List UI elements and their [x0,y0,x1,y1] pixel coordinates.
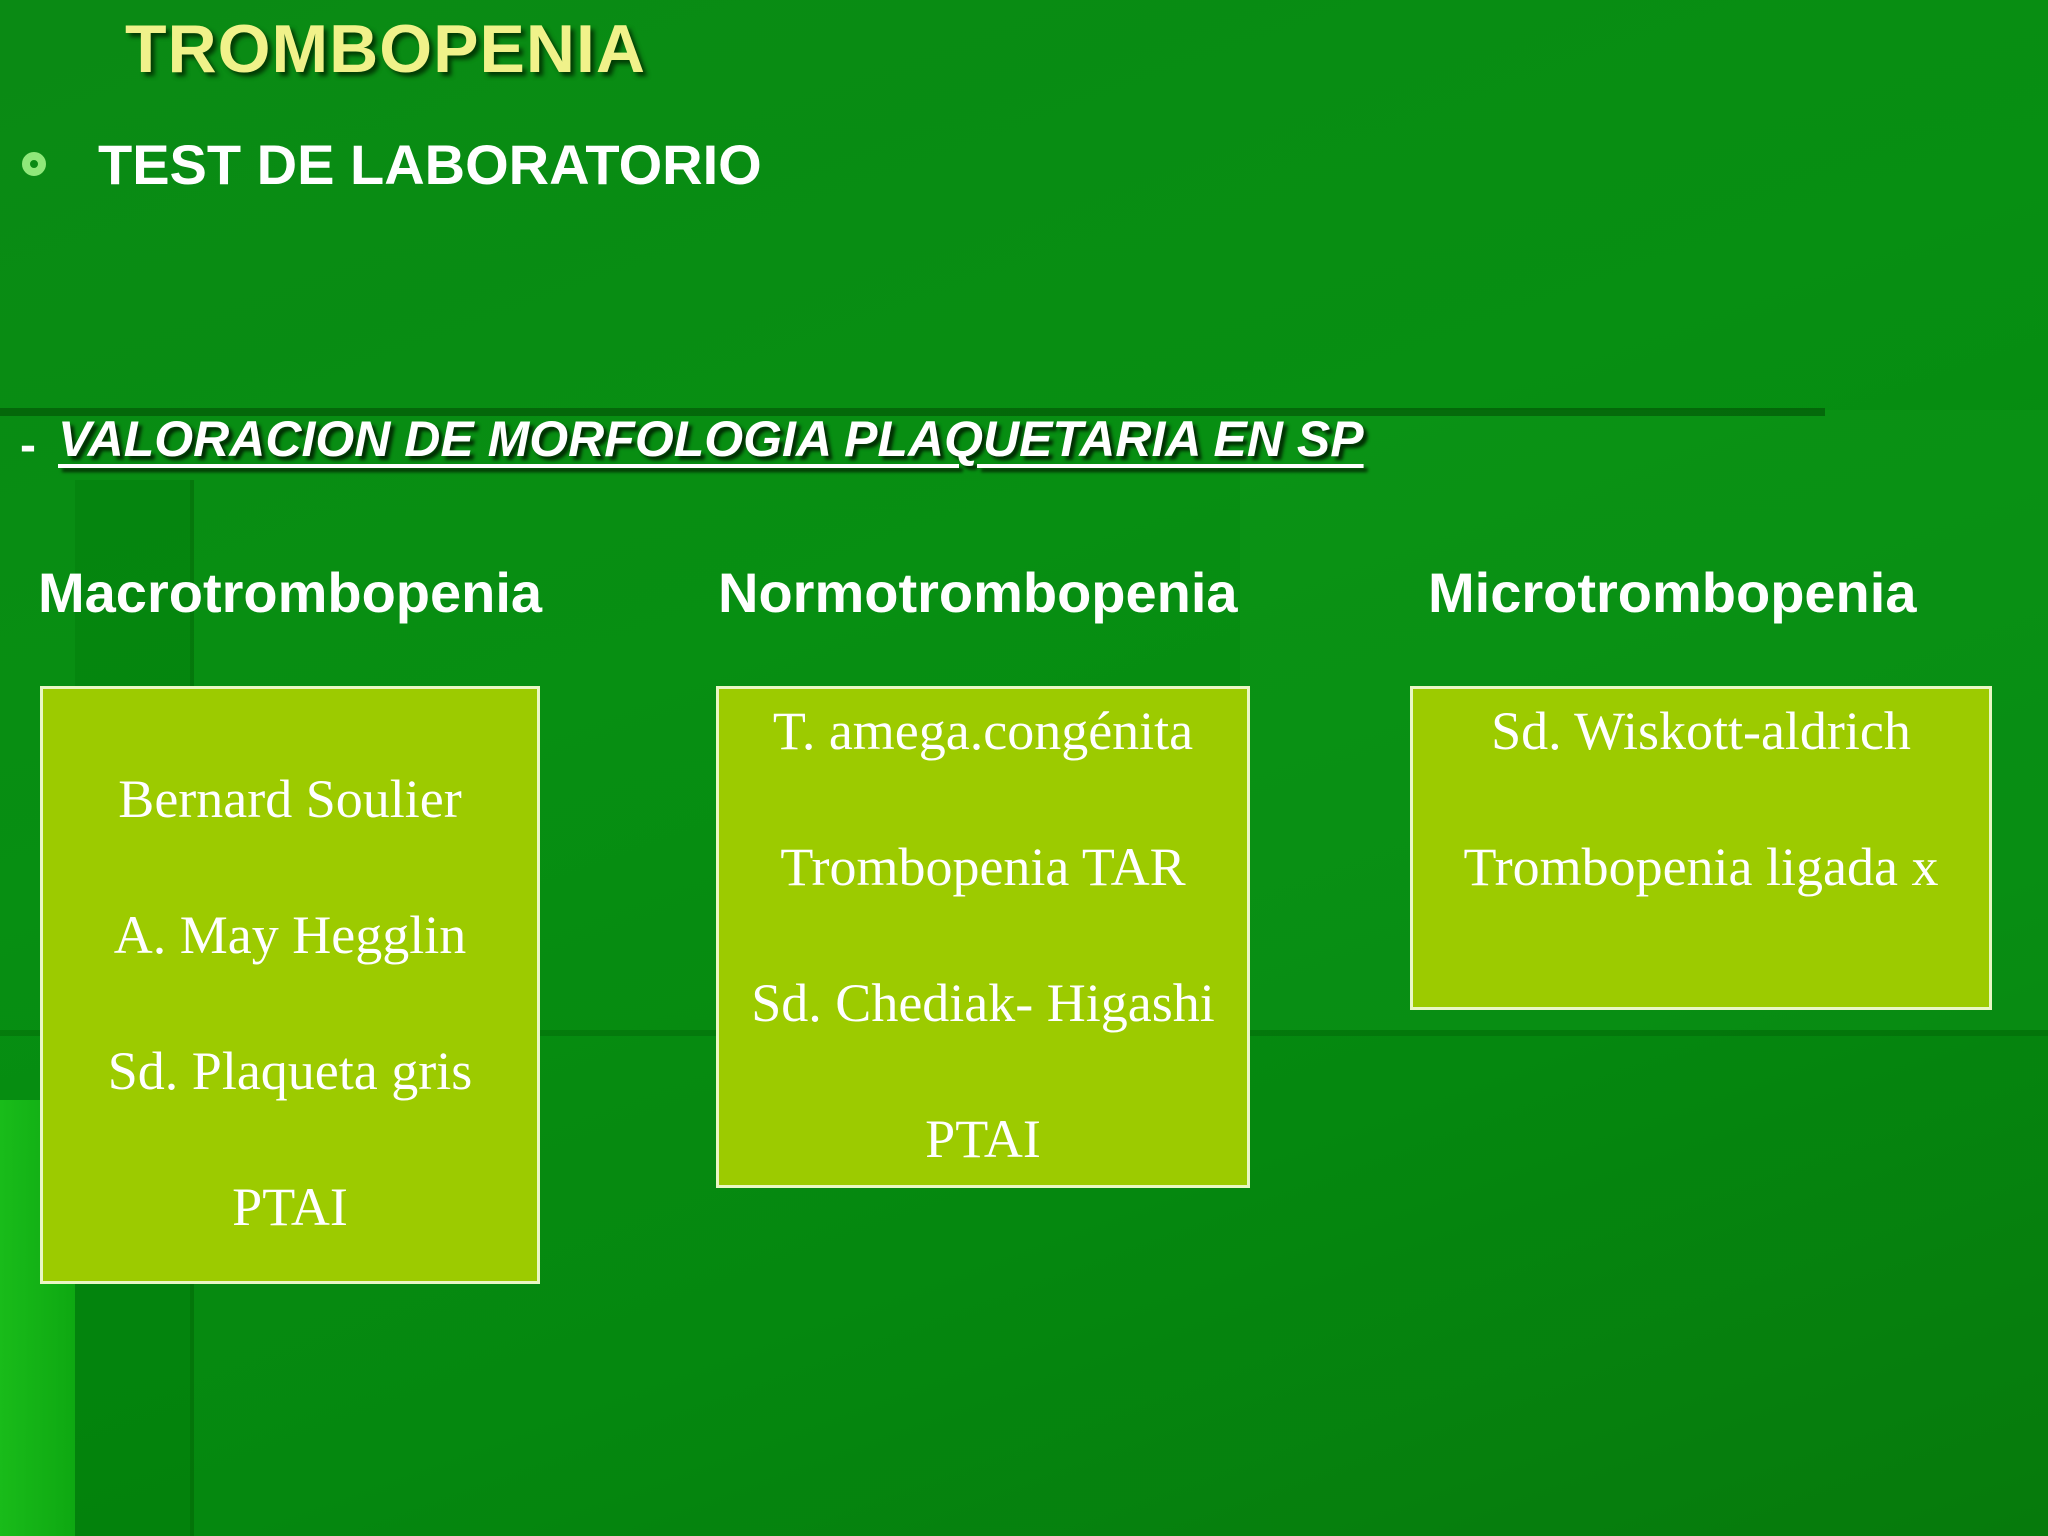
slide-subtitle: TEST DE LABORATORIO [98,133,762,196]
box-normotrombopenia [716,686,1250,1188]
column-heading-normo: Normotrombopenia [718,561,1238,624]
list-item: A. May Hegglin [113,905,467,965]
list-item: Bernard Soulier [118,769,462,829]
bullet-icon [22,152,46,176]
list-item: Sd. Chediak- Higashi [751,973,1215,1033]
list-item: Trombopenia TAR [780,837,1186,897]
list-item: T. amega.congénita [772,701,1194,761]
section-dash: - [20,419,36,472]
box-microtrombopenia [1410,686,1992,1010]
list-item: Sd. Wiskott-aldrich [1491,701,1911,761]
column-heading-macro: Macrotrombopenia [38,561,543,624]
box-macrotrombopenia [40,686,540,1284]
column-heading-micro: Microtrombopenia [1428,561,1917,624]
list-item: PTAI [925,1109,1041,1169]
list-item: Sd. Plaqueta gris [107,1041,473,1101]
list-item: Trombopenia ligada x [1463,837,1939,897]
section-heading: VALORACION DE MORFOLOGIA PLAQUETARIA EN SP [58,411,1364,467]
slide-title: TROMBOPENIA [125,11,646,87]
list-item: PTAI [232,1177,348,1237]
